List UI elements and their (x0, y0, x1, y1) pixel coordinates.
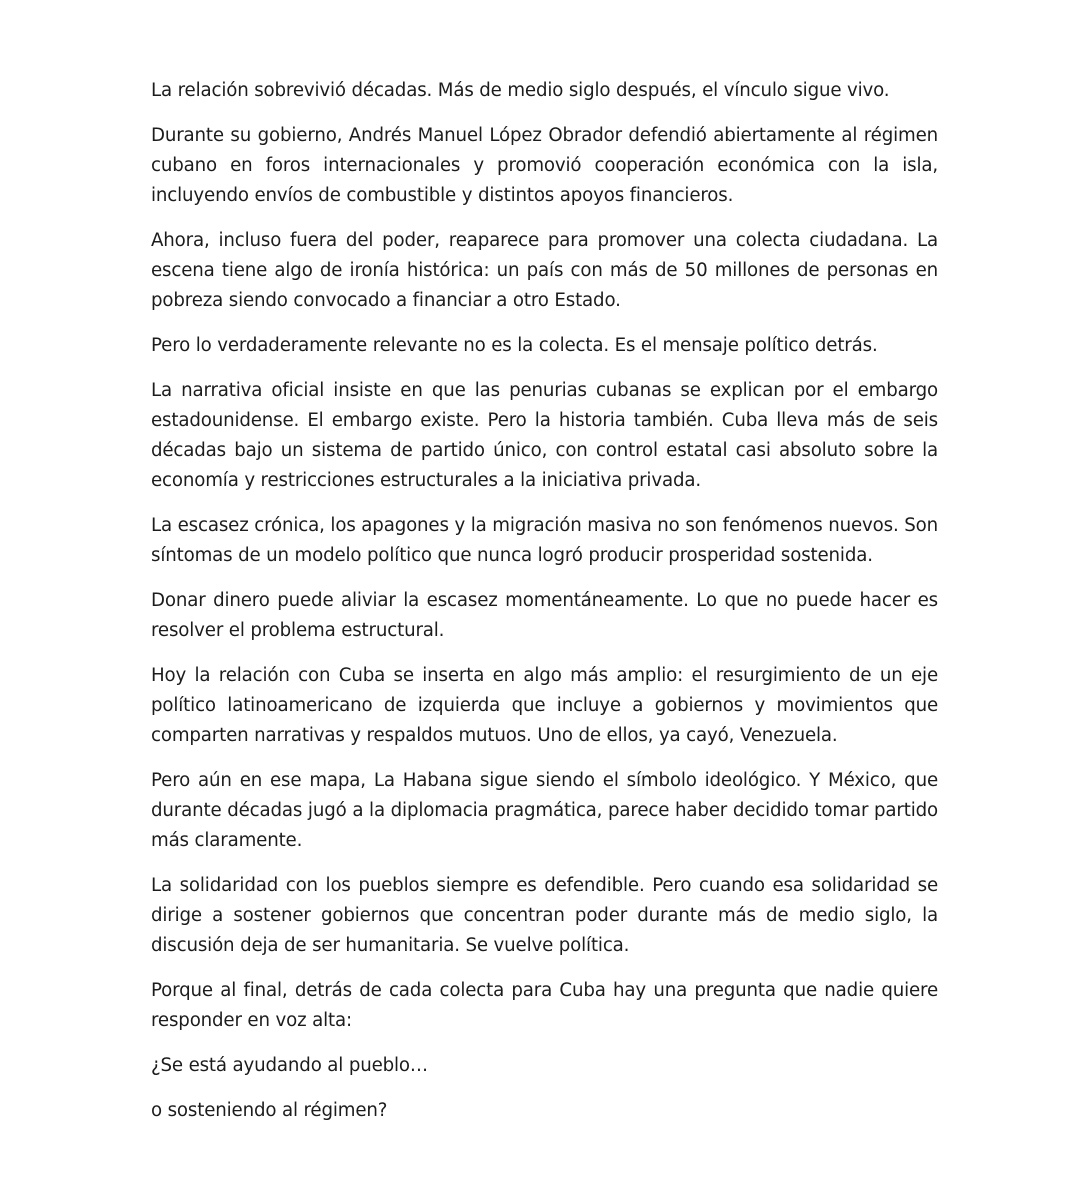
paragraph-2: Durante su gobierno, Andrés Manuel López Obrador defendió abiertamente al régimen cubano en foros internacionales y promovió cooperación económica con la isla, incluyendo envíos de combustible y distintos apoyos financieros. (151, 125, 938, 206)
document-body (151, 76, 938, 1141)
paragraph-13: o sosteniendo al régimen? (151, 1100, 388, 1121)
paragraph-1: La relación sobrevivió décadas. Más de medio siglo después, el vínculo sigue vivo. (151, 80, 890, 101)
paragraph-10: La solidaridad con los pueblos siempre es defendible. Pero cuando esa solidaridad se dirige a sostener gobiernos que concentran poder durante más de medio siglo, la discusión deja de ser humanitaria. Se vuelve política. (151, 875, 938, 956)
paragraph-11: Porque al final, detrás de cada colecta para Cuba hay una pregunta que nadie quiere responder en voz alta: (151, 980, 938, 1031)
paragraph-7: Donar dinero puede aliviar la escasez momentáneamente. Lo que no puede hacer es resolver el problema estructural. (151, 590, 938, 641)
paragraph-12: ¿Se está ayudando al pueblo… (151, 1055, 428, 1076)
paragraph-3: Ahora, incluso fuera del poder, reaparece para promover una colecta ciudadana. La escena tiene algo de ironía histórica: un país con más de 50 millones de personas en pobreza siendo convocado a financiar a otro Estado. (151, 230, 938, 311)
paragraph-5: La narrativa oficial insiste en que las penurias cubanas se explican por el embargo estadounidense. El embargo existe. Pero la historia también. Cuba lleva más de seis décadas bajo un sistema de partido único, con control estatal casi absoluto sobre la economía y restricciones estructurales a la iniciativa privada. (151, 380, 938, 491)
paragraph-4: Pero lo verdaderamente relevante no es la colecta. Es el mensaje político detrás. (151, 335, 878, 356)
paragraph-9: Pero aún en ese mapa, La Habana sigue siendo el símbolo ideológico. Y México, que durante décadas jugó a la diplomacia pragmática, parece haber decidido tomar partido más claramente. (151, 770, 938, 851)
paragraph-8: Hoy la relación con Cuba se inserta en algo más amplio: el resurgimiento de un eje político latinoamericano de izquierda que incluye a gobiernos y movimientos que comparten narrativas y respaldos mutuos. Uno de ellos, ya cayó, Venezuela. (151, 665, 938, 746)
paragraph-6: La escasez crónica, los apagones y la migración masiva no son fenómenos nuevos. Son síntomas de un modelo político que nunca logró producir prosperidad sostenida. (151, 515, 938, 566)
